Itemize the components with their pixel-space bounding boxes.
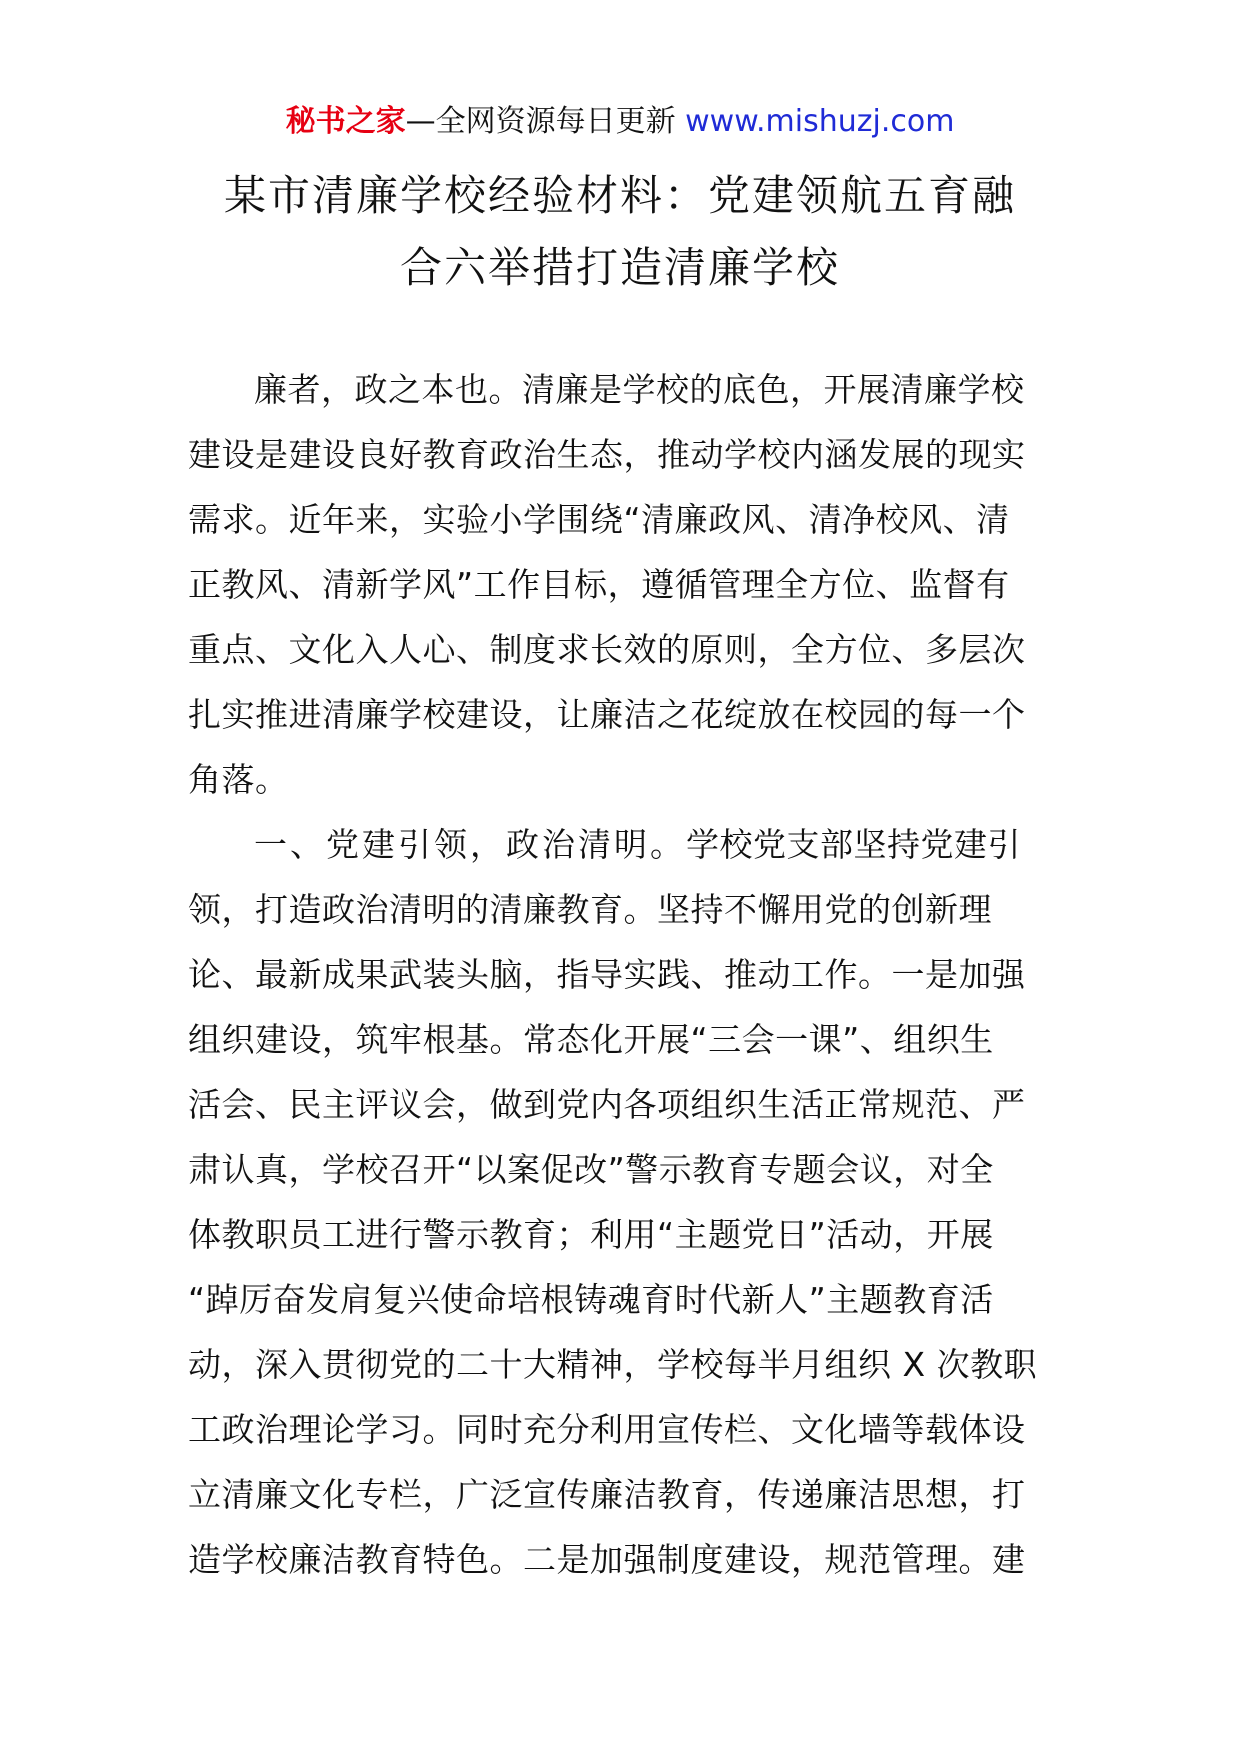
title-line-2: 合六举措打造清廉学校 bbox=[399, 243, 840, 292]
paragraph-section-1 bbox=[188, 812, 1052, 1592]
text-line: 扎实推进清廉学校建设，让廉洁之花绽放在校园的每一个 bbox=[188, 695, 1026, 734]
text-line: 角落。 bbox=[188, 760, 289, 799]
text-line: 正教风、清新学风”工作目标，遵循管理全方位、监督有 bbox=[188, 565, 1010, 604]
text-line: 廉者，政之本也。清廉是学校的底色，开展清廉学校 bbox=[254, 370, 1025, 409]
text-line: 工政治理论学习。同时充分利用宣传栏、文化墙等载体设 bbox=[188, 1410, 1026, 1449]
paragraph-intro bbox=[188, 357, 1052, 812]
text-line: 体教职员工进行警示教育；利用“主题党日”活动，开展 bbox=[188, 1215, 994, 1254]
text-line: 动，深入贯彻党的二十大精神，学校每半月组织 X 次教职 bbox=[188, 1345, 1038, 1384]
text-line: 活会、民主评议会，做到党内各项组织生活正常规范、严 bbox=[188, 1085, 1026, 1124]
text-line: 立清廉文化专栏，广泛宣传廉洁教育，传递廉洁思想，打 bbox=[188, 1475, 1026, 1514]
section-heading: 一、党建引领，政治清明。 bbox=[254, 825, 686, 864]
site-banner bbox=[0, 100, 1240, 144]
text-line: 需求。近年来，实验小学围绕“清廉政风、清净校风、清 bbox=[188, 500, 1010, 539]
site-url-link[interactable]: www.mishuzj.com bbox=[685, 104, 955, 139]
text-line: 论、最新成果武装头脑，指导实践、推动工作。一是加强 bbox=[188, 955, 1026, 994]
text-line: 造学校廉洁教育特色。二是加强制度建设，规范管理。建 bbox=[188, 1540, 1026, 1579]
document-title bbox=[150, 160, 1090, 304]
brand-name: 秘书之家 bbox=[285, 104, 406, 139]
banner-slogan: —全网资源每日更新 bbox=[405, 104, 686, 139]
text-line: 重点、文化入人心、制度求长效的原则，全方位、多层次 bbox=[188, 630, 1026, 669]
text-line: 肃认真，学校召开“以案促改”警示教育专题会议，对全 bbox=[188, 1150, 994, 1189]
heading-continuation: 学校党支部坚持党建引 bbox=[686, 825, 1021, 864]
text-line: “踔厉奋发肩复兴使命培根铸魂育时代新人”主题教育活 bbox=[188, 1280, 994, 1319]
document-body bbox=[188, 357, 1052, 1592]
title-line-1: 某市清廉学校经验材料：党建领航五育融 bbox=[223, 171, 1016, 220]
text-line: 组织建设，筑牢根基。常态化开展“三会一课”、组织生 bbox=[188, 1020, 994, 1059]
text-line: 领，打造政治清明的清廉教育。坚持不懈用党的创新理 bbox=[188, 890, 992, 929]
text-line: 建设是建设良好教育政治生态，推动学校内涵发展的现实 bbox=[188, 435, 1026, 474]
text-line bbox=[188, 812, 1052, 877]
